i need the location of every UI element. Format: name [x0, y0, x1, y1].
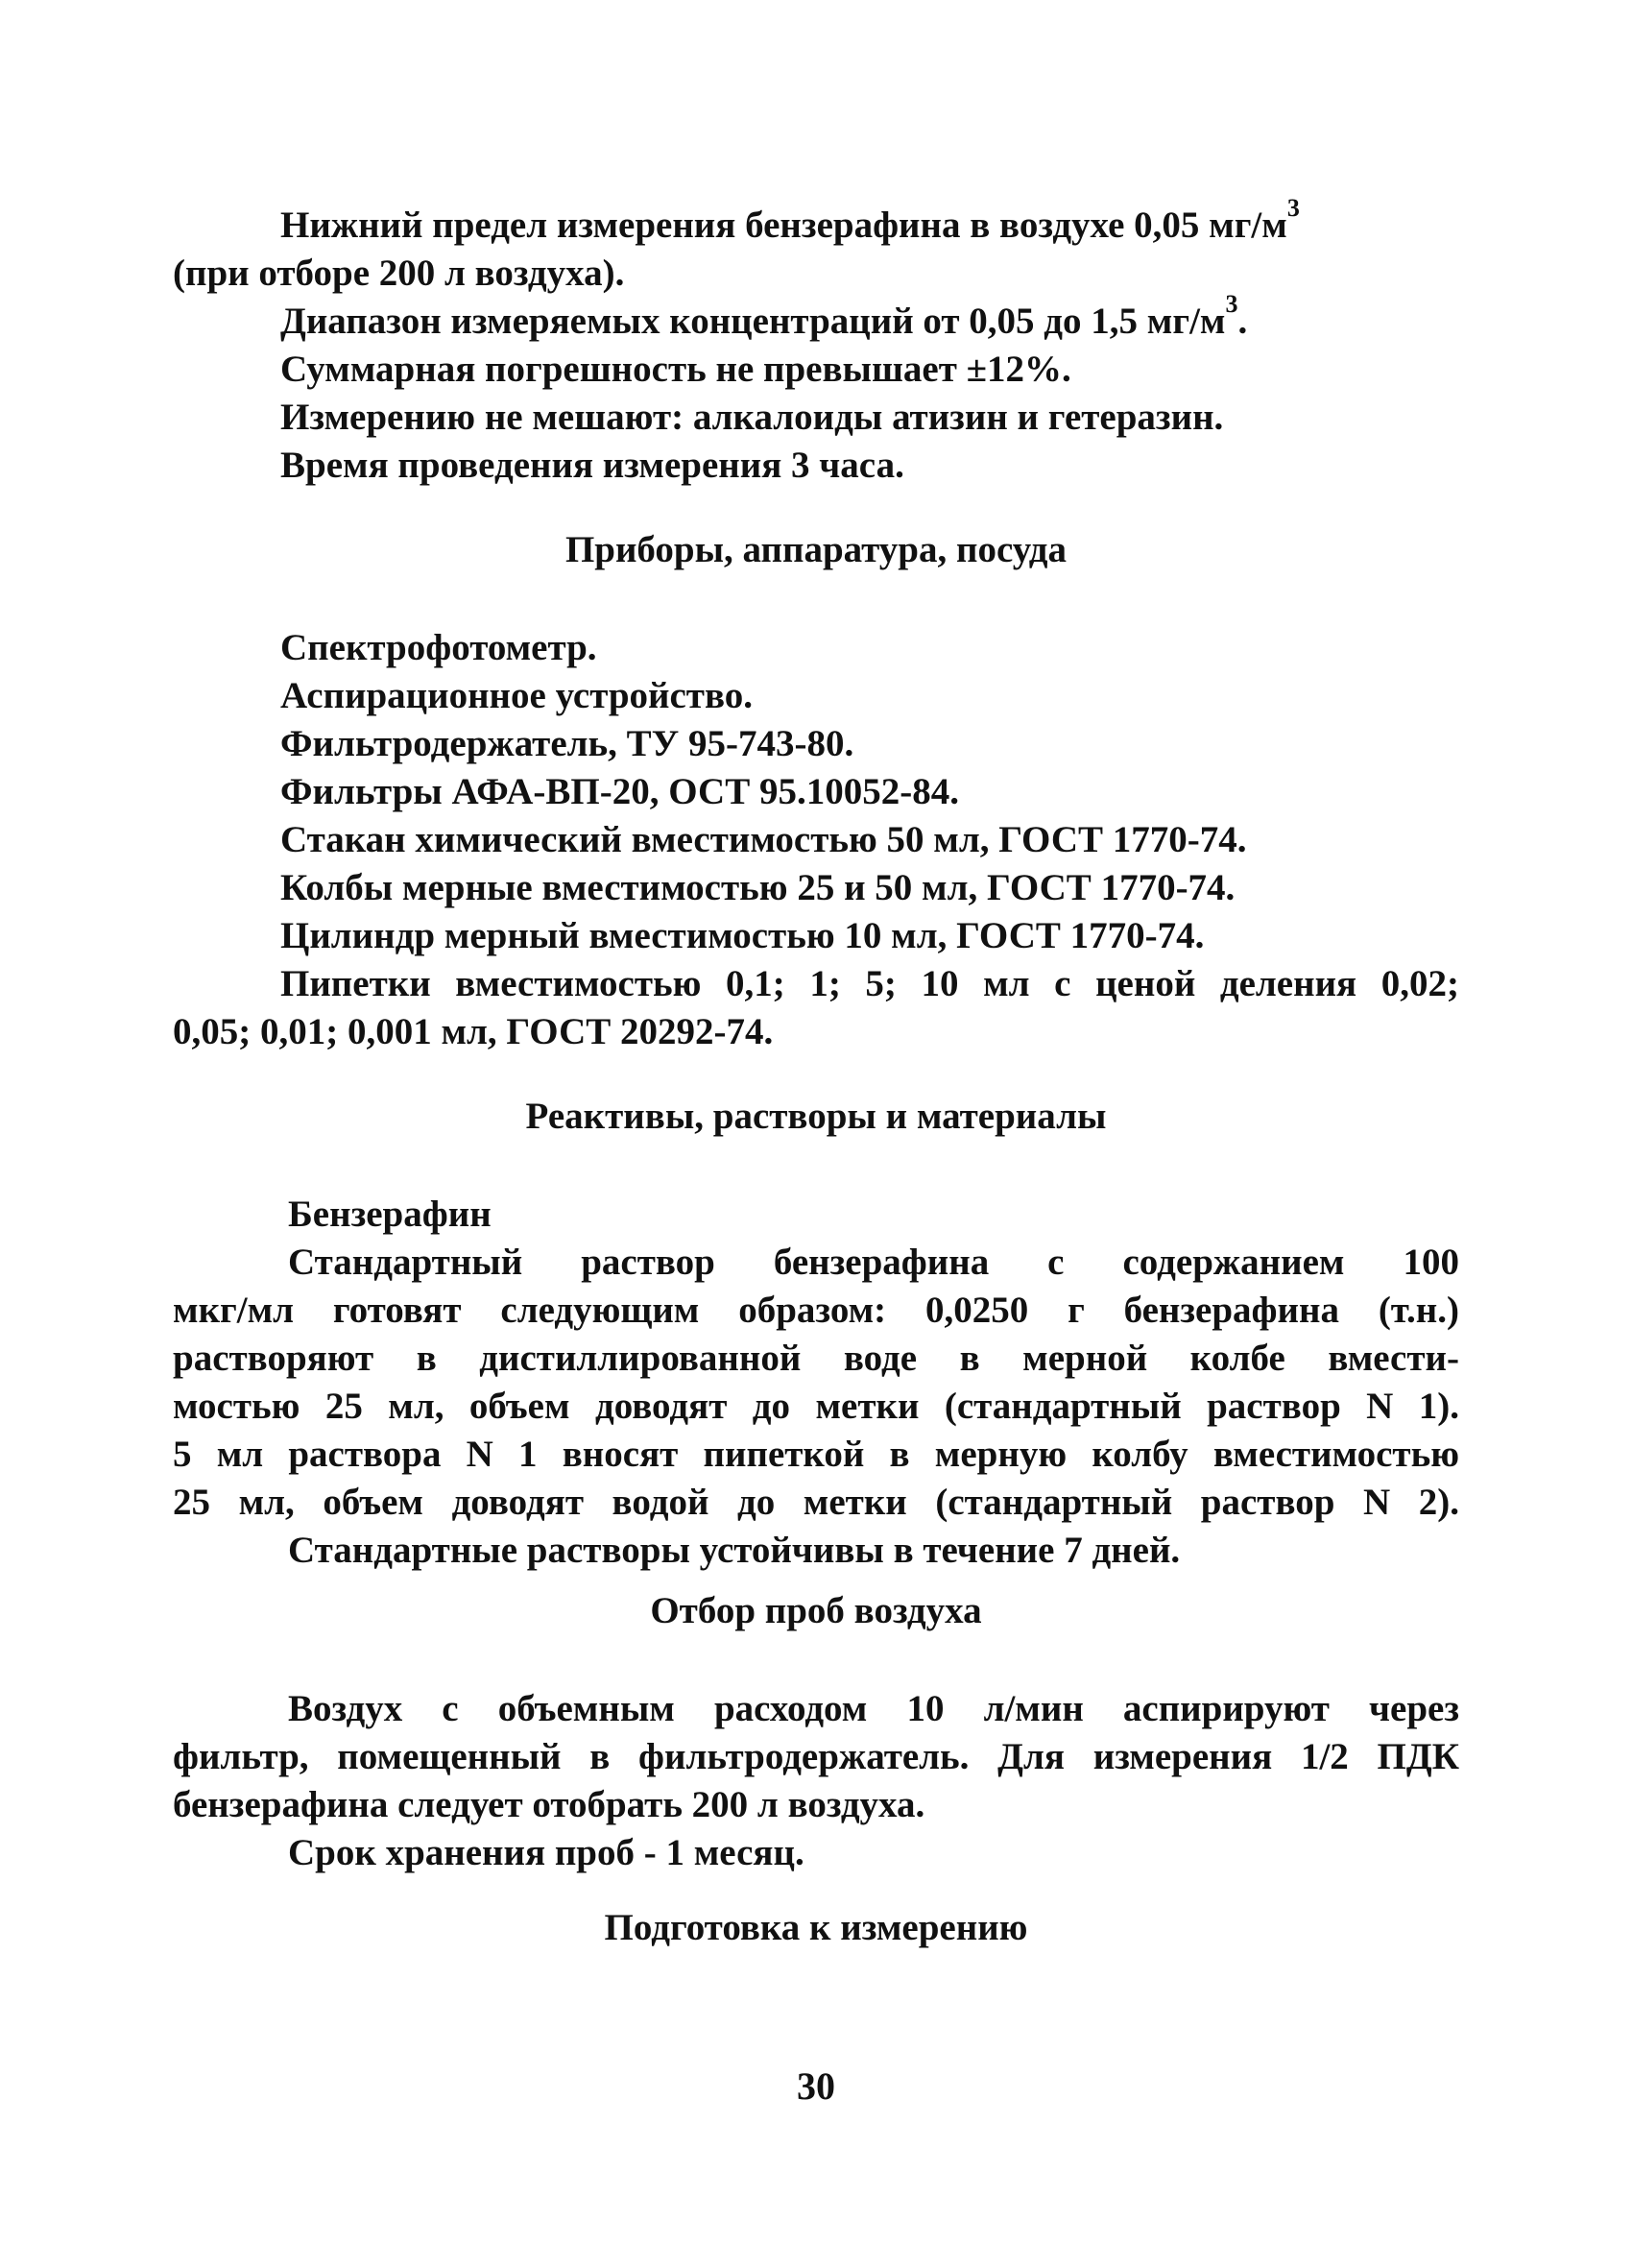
instrument-item: Фильтродержатель, ТУ 95-743-80.	[280, 723, 854, 764]
time-line: Время проведения измерения 3 часа.	[280, 445, 904, 486]
error-line: Суммарная погрешность не превышает ±12%.	[280, 349, 1071, 390]
lower-limit-text: Нижний предел измерения бензерафина в воздухе 0,05 мг/м	[280, 205, 1287, 246]
range-end: .	[1237, 301, 1248, 342]
instrument-item: Аспирационное устройство.	[280, 675, 753, 716]
stability-line: Стандартные растворы устойчивы в течение 7 дней.	[288, 1530, 1181, 1571]
page-number: 30	[797, 2064, 835, 2108]
instrument-item: Колбы мерные вместимостью 25 и 50 мл, ГОСТ 1770-74.	[280, 867, 1236, 908]
range-superscript: 3	[1225, 289, 1238, 318]
range-text: Диапазон измеряемых концентраций от 0,05 до 1,5 мг/м	[280, 301, 1226, 342]
reagents-heading: Реактивы, растворы и материалы	[525, 1096, 1107, 1137]
lower-limit-superscript: 3	[1286, 193, 1300, 222]
instrument-item: Фильтры АФА-ВП-20, ОСТ 95.10052-84.	[280, 771, 959, 812]
sampling-line: Воздух с объемным расходом 10 л/мин аспирируют через	[288, 1688, 1459, 1729]
standard-solution-line: 25 мл, объем доводят водой до метки (стандартный раствор N 2).	[173, 1482, 1459, 1523]
sampling-line: фильтр, помещенный в фильтродержатель. Для измерения 1/2 ПДК	[173, 1736, 1459, 1777]
instruments-heading: Приборы, аппаратура, посуда	[564, 529, 1068, 570]
instrument-item: Спектрофотометр.	[280, 627, 597, 668]
standard-solution-line: 5 мл раствора N 1 вносят пипеткой в мерную колбу вместимостью	[173, 1434, 1459, 1475]
lower-limit-continuation: (при отборе 200 л воздуха).	[173, 253, 625, 294]
storage-line: Срок хранения проб - 1 месяц.	[288, 1832, 804, 1873]
sampling-heading: Отбор проб воздуха	[650, 1590, 982, 1631]
instrument-item: Цилиндр мерный вместимостью 10 мл, ГОСТ 1770-74.	[280, 915, 1205, 956]
standard-solution-line: Стандартный раствор бензерафина с содержанием 100	[288, 1242, 1459, 1283]
pipettes-line-1: Пипетки вместимостью 0,1; 1; 5; 10 мл с ценой деления 0,02;	[280, 963, 1459, 1004]
preparation-heading: Подготовка к измерению	[604, 1907, 1028, 1948]
standard-solution-line: растворяют в дистиллированной воде в мерной колбе вмести-	[173, 1338, 1459, 1379]
pipettes-line-2: 0,05; 0,01; 0,001 мл, ГОСТ 20292-74.	[173, 1011, 774, 1052]
range-line	[280, 289, 1248, 344]
standard-solution-line: мостью 25 мл, объем доводят до метки (стандартный раствор N 1).	[173, 1386, 1459, 1427]
substance-name: Бензерафин	[288, 1194, 492, 1235]
sampling-last-line: бензерафина следует отобрать 200 л воздуха.	[173, 1784, 925, 1825]
interference-line: Измерению не мешают: алкалоиды атизин и гетеразин.	[280, 397, 1224, 438]
instrument-item: Стакан химический вместимостью 50 мл, ГОСТ 1770-74.	[280, 819, 1247, 860]
lower-limit-line	[280, 193, 1300, 248]
standard-solution-line: мкг/мл готовят следующим образом: 0,0250 г бензерафина (т.н.)	[173, 1290, 1459, 1331]
